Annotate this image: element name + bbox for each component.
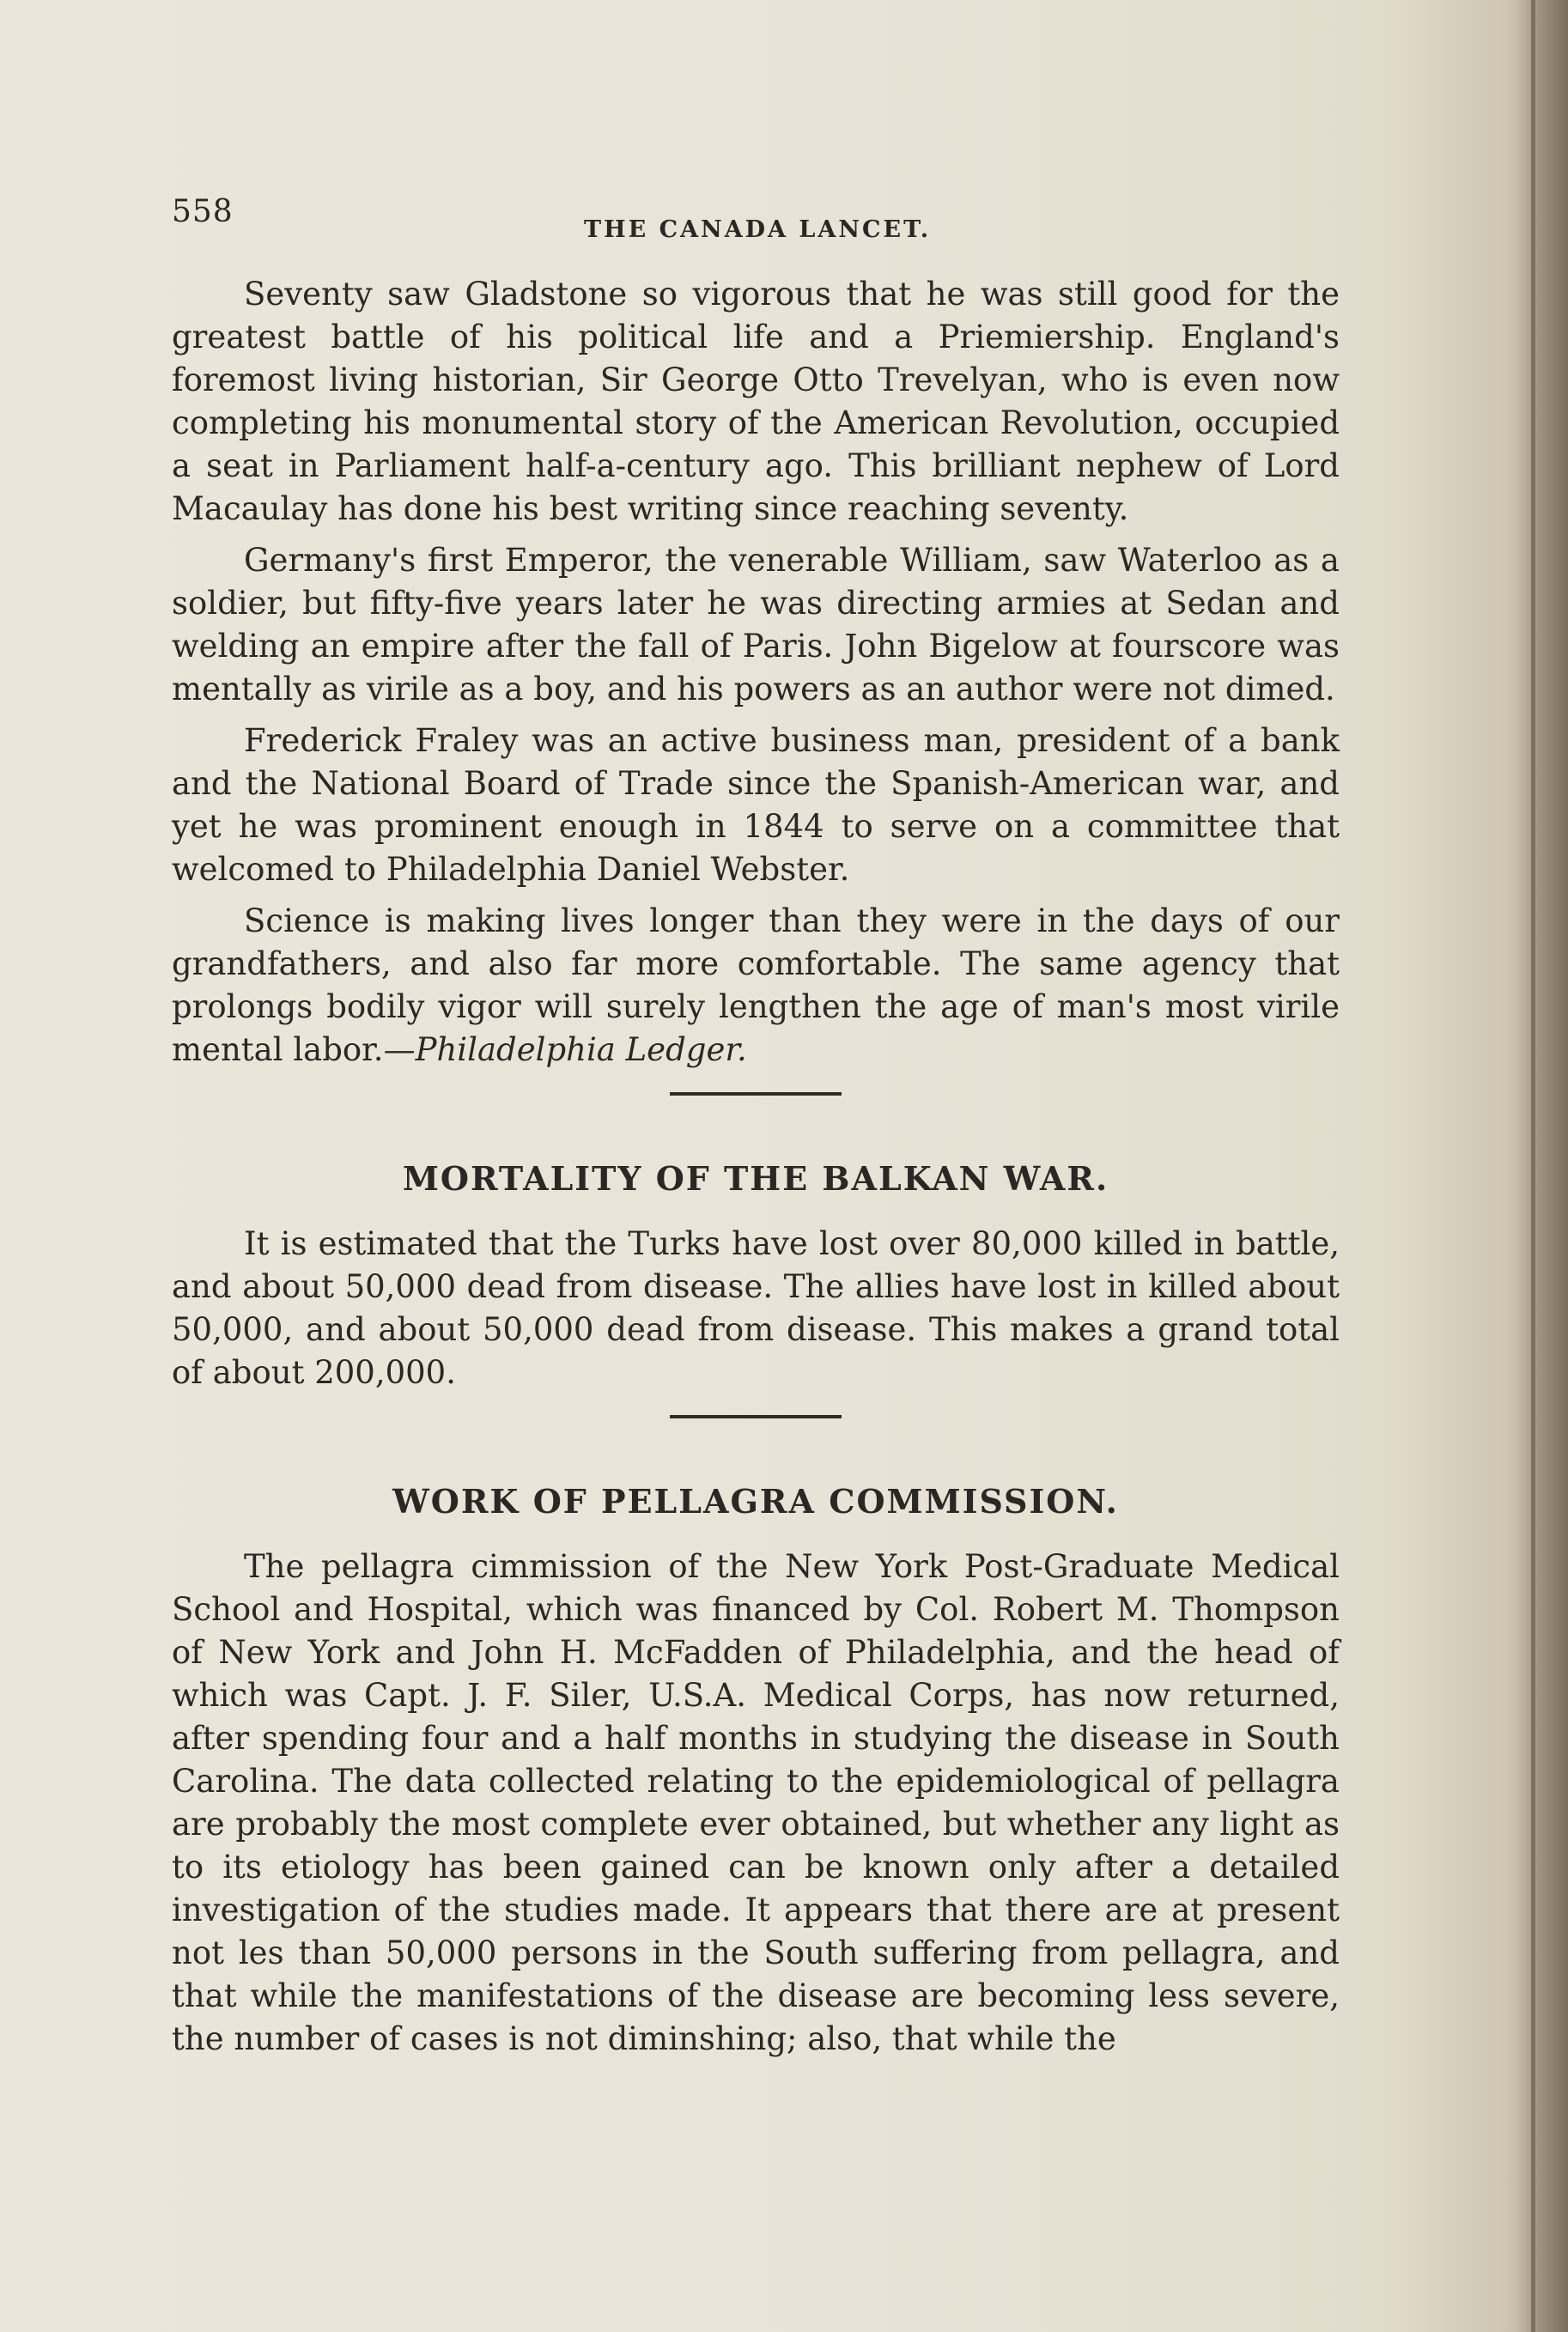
pellagra-section-title: WORK OF PELLAGRA COMMISSION. — [392, 1482, 1119, 1521]
section-divider-2 — [670, 1415, 842, 1418]
intro-paragraph-3: Frederick Fraley was an active business man, president of a bank and the National Board of Trade since the Spanish-American war, and yet he was prominent enough in 1844 to serve on a committee that welcomed to Philadelphia Daniel Webster. — [172, 722, 1340, 888]
source-citation: —Philadelphia Ledger. — [383, 1031, 747, 1068]
page-header — [172, 194, 1340, 246]
page-number: 558 — [172, 194, 234, 229]
section-divider-1 — [670, 1092, 842, 1096]
article-body — [172, 273, 1340, 2069]
balkan-section-title: MORTALITY OF THE BALKAN WAR. — [402, 1159, 1109, 1198]
intro-paragraph-2: Germany's first Emperor, the venerable William, saw Waterloo as a soldier, but fifty-five years later he was directing armies at Sedan and welding an empire after the fall of Paris. John Bigelow at fourscore was mentally as virile as a boy, and his powers as an author were not dimed. — [172, 542, 1340, 707]
intro-paragraph-4-text: Science is making lives longer than they were in the days of our grandfathers, and also far more comfortable. The same agency that prolongs bodily vigor will surely lengthen the age of man's most virile mental labor. — [172, 902, 1340, 1068]
running-head: THE CANADA LANCET. — [584, 216, 932, 243]
pellagra-paragraph: The pellagra cimmission of the New York Post-Graduate Medical School and Hospital, which was financed by Col. Robert M. Thompson of New York and John H. McFadden of Philadelphia, and the head of which was Capt. J. F. Siler, U.S.A. Medical Corps, has now returned, after spending four and a half months in studying the disease in South Carolina. The data collected relating to the epidemiological of pellagra are probably the most complete ever obtained, but whether any light as to its etiology has been gained can be known only after a detailed investigation of the studies made. It appears that there are at present not les than 50,000 persons in the South suffering from pellagra, and that while the manifestations of the disease are becoming less severe, the number of cases is not diminshing; also, that while the — [172, 1548, 1340, 2057]
page-edge-line — [1531, 0, 1535, 2332]
intro-paragraph-4 — [172, 900, 1340, 1072]
intro-paragraph-1: Seventy saw Gladstone so vigorous that he was still good for the greatest battle of his political life and a Priemiership. England's foremost living historian, Sir George Otto Trevelyan, who is even now completing his monumental story of the American Revolution, occupied a seat in Parliament half-a-century ago. This brilliant nephew of Lord Macaulay has done his best writing since reaching seventy. — [172, 276, 1340, 527]
balkan-paragraph: It is estimated that the Turks have lost over 80,000 killed in battle, and about 50,000 dead from disease. The allies have lost in killed about 50,000, and about 50,000 dead from disease. This makes a grand total of about 200,000. — [172, 1225, 1340, 1391]
page-edge-shadow — [1516, 0, 1568, 2332]
